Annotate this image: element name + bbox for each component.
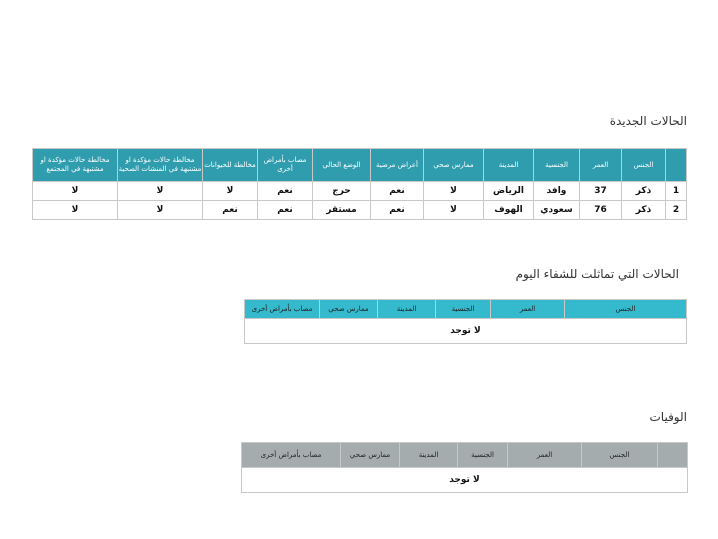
cell-city: الهوف <box>484 201 534 220</box>
table-row <box>245 319 687 344</box>
cell-nationality: وافد <box>534 182 580 201</box>
header-city: المدينة <box>378 300 436 319</box>
deaths-title: الوفيات <box>649 410 687 424</box>
new-cases-header-row <box>33 149 687 182</box>
header-gender: الجنس <box>565 300 687 319</box>
header-animal-contact: مخالطة للحيوانات <box>203 149 258 182</box>
header-age: العمر <box>580 149 622 182</box>
deaths-table <box>241 442 688 493</box>
cell-age: 76 <box>580 201 622 220</box>
cell-facility-contact: لا <box>118 201 203 220</box>
cell-community-contact: لا <box>33 182 118 201</box>
new-cases-title: الحالات الجديدة <box>609 114 687 128</box>
header-community-contact: مخالطة حالات مؤكدة او مشتبهة في المجتمع <box>33 149 118 182</box>
cell-animal-contact: لا <box>203 182 258 201</box>
header-nationality: الجنسية <box>436 300 491 319</box>
header-index <box>666 149 687 182</box>
header-index <box>658 443 688 468</box>
cell-gender: ذكر <box>622 182 666 201</box>
recovered-header-row <box>245 300 687 319</box>
cell-gender: ذكر <box>622 201 666 220</box>
cell-current-status: مستقر <box>313 201 371 220</box>
cell-facility-contact: لا <box>118 182 203 201</box>
cell-health-practitioner: لا <box>424 201 484 220</box>
header-nationality: الجنسية <box>458 443 508 468</box>
cell-symptoms: نعم <box>371 182 424 201</box>
cell-age: 37 <box>580 182 622 201</box>
empty-message: لا توجد <box>242 468 688 493</box>
header-gender: الجنس <box>622 149 666 182</box>
empty-message: لا توجد <box>245 319 687 344</box>
header-health-practitioner: ممارس صحي <box>424 149 484 182</box>
header-facility-contact: مخالطة حالات مؤكدة او مشتبهة في المنشات الصحية <box>118 149 203 182</box>
header-city: المدينة <box>400 443 458 468</box>
header-city: المدينة <box>484 149 534 182</box>
table-row <box>33 182 687 201</box>
recovered-table <box>244 299 687 344</box>
header-other-diseases: مصاب بأمراض أخرى <box>242 443 341 468</box>
cell-health-practitioner: لا <box>424 182 484 201</box>
table-row <box>33 201 687 220</box>
new-cases-table <box>32 148 687 220</box>
cell-community-contact: لا <box>33 201 118 220</box>
cell-nationality: سعودي <box>534 201 580 220</box>
cell-other-diseases: نعم <box>258 201 313 220</box>
table-row <box>242 468 688 493</box>
cell-symptoms: نعم <box>371 201 424 220</box>
header-other-diseases: مصاب بأمراض أخرى <box>258 149 313 182</box>
header-current-status: الوضع الحالي <box>313 149 371 182</box>
cell-index: 2 <box>666 201 687 220</box>
header-age: العمر <box>508 443 582 468</box>
cell-current-status: حرج <box>313 182 371 201</box>
header-health-practitioner: ممارس صحي <box>341 443 400 468</box>
header-other-diseases: مصاب بأمراض أخرى <box>245 300 320 319</box>
header-gender: الجنس <box>582 443 658 468</box>
header-age: العمر <box>491 300 565 319</box>
recovered-title: الحالات التي تماثلت للشفاء اليوم <box>515 267 679 281</box>
cell-city: الرياض <box>484 182 534 201</box>
cell-other-diseases: نعم <box>258 182 313 201</box>
cell-animal-contact: نعم <box>203 201 258 220</box>
header-health-practitioner: ممارس صحي <box>320 300 378 319</box>
header-symptoms: أعراض مرضية <box>371 149 424 182</box>
deaths-header-row <box>242 443 688 468</box>
cell-index: 1 <box>666 182 687 201</box>
header-nationality: الجنسية <box>534 149 580 182</box>
